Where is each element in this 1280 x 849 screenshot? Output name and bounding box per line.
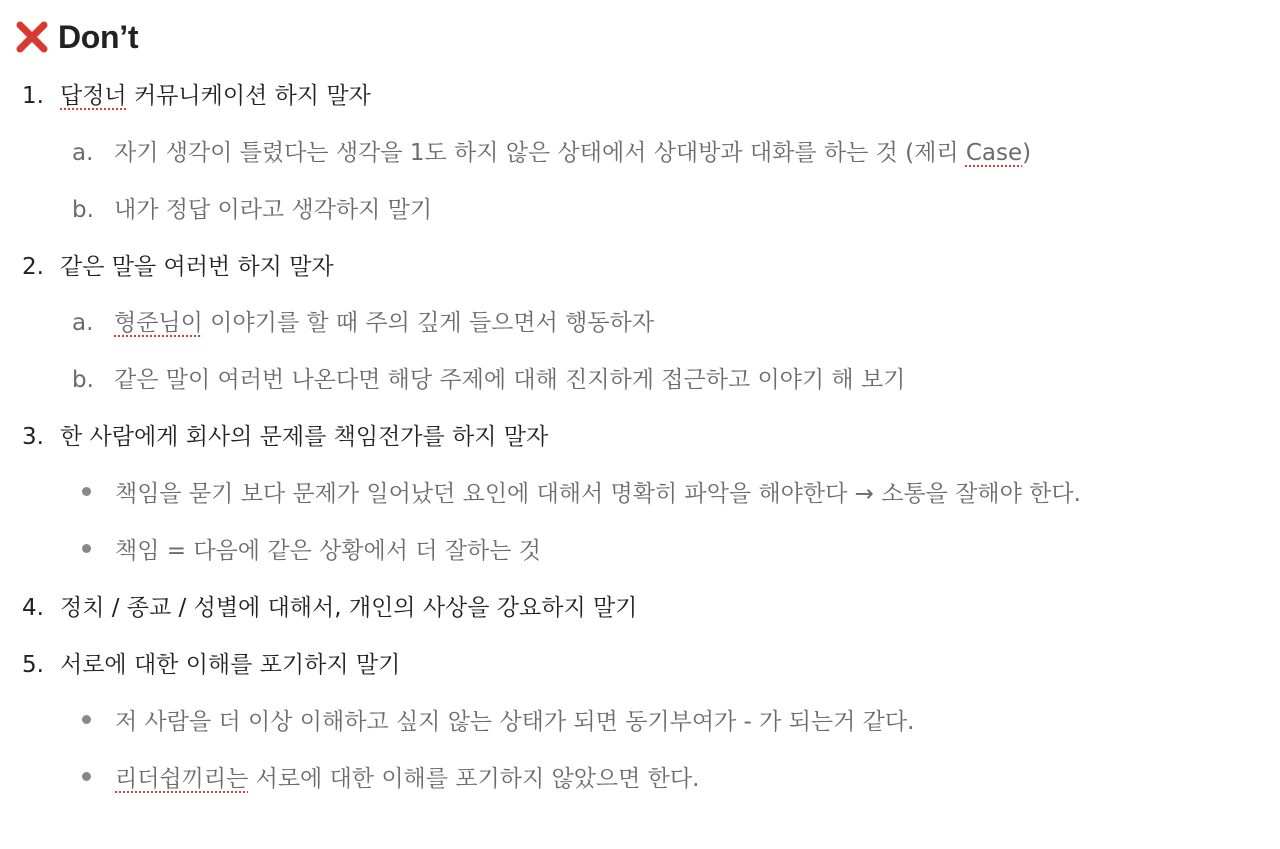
bullet-dot — [82, 487, 91, 496]
item-text: 정치 / 종교 / 성별에 대해서, 개인의 사상을 강요하지 말기 — [60, 595, 638, 621]
bullet-item-3-2 — [72, 531, 541, 571]
spellcheck-flagged-word: 리더쉽끼리는 — [115, 766, 249, 792]
item-text-rest: 커뮤니케이션 하지 말자 — [126, 83, 371, 109]
sub-item-text-rest: 이야기를 할 때 주의 깊게 들으면서 행동하자 — [202, 310, 654, 336]
list-item-4 — [22, 588, 637, 628]
sub-item-2b — [72, 360, 905, 400]
sub-item-letter: a. — [72, 140, 94, 166]
spellcheck-flagged-word: Case — [965, 140, 1023, 166]
bullet-text: 저 사람을 더 이상 이해하고 싶지 않는 상태가 되면 동기부여가 - 가 되는거 같다. — [115, 709, 915, 735]
item-number: 2. — [22, 254, 44, 280]
sub-item-text: 같은 말이 여러번 나온다면 해당 주제에 대해 진지하게 접근하고 이야기 해 보기 — [114, 367, 906, 393]
item-text: 같은 말을 여러번 하지 말자 — [60, 254, 334, 280]
sub-item-text: 내가 정답 이라고 생각하지 말기 — [114, 197, 433, 223]
bullet-text: 책임을 묻기 보다 문제가 일어났던 요인에 대해서 명확히 파악을 해야한다 → 소통을 잘해야 한다. — [115, 481, 1081, 507]
sub-item-letter: a. — [72, 310, 94, 336]
sub-item-letter: b. — [72, 197, 94, 223]
spellcheck-flagged-word: 형준님이 — [114, 310, 203, 336]
sub-item-text-rest: ) — [1022, 140, 1032, 166]
bullet-text: 책임 = 다음에 같은 상황에서 더 잘하는 것 — [115, 538, 541, 564]
item-number: 1. — [22, 83, 44, 109]
bullet-text-rest: 서로에 대한 이해를 포기하지 않았으면 한다. — [248, 766, 700, 792]
item-number: 4. — [22, 595, 44, 621]
section-heading — [14, 14, 138, 60]
item-number: 3. — [22, 424, 44, 450]
sub-item-1a — [72, 133, 1031, 173]
bullet-item-5-2 — [72, 759, 699, 799]
cross-mark-icon — [14, 19, 50, 55]
sub-item-1b — [72, 190, 432, 230]
list-item-3 — [22, 417, 548, 457]
heading-title: Don’t — [58, 18, 139, 55]
list-item-5 — [22, 645, 400, 685]
bullet-dot — [82, 772, 91, 781]
list-item-1 — [22, 76, 371, 116]
sub-item-2a — [72, 303, 654, 343]
bullet-item-5-1 — [72, 702, 914, 742]
list-item-2 — [22, 247, 334, 287]
bullet-dot — [82, 715, 91, 724]
bullet-dot — [82, 544, 91, 553]
item-text: 한 사람에게 회사의 문제를 책임전가를 하지 말자 — [60, 424, 549, 450]
item-number: 5. — [22, 652, 44, 678]
bullet-item-3-1 — [72, 474, 1081, 514]
spellcheck-flagged-word: 답정너 — [60, 83, 127, 109]
sub-item-letter: b. — [72, 367, 94, 393]
item-text: 서로에 대한 이해를 포기하지 말기 — [60, 652, 401, 678]
sub-item-text: 자기 생각이 틀렸다는 생각을 1도 하지 않은 상태에서 상대방과 대화를 하는 것 (제리 — [114, 140, 966, 166]
